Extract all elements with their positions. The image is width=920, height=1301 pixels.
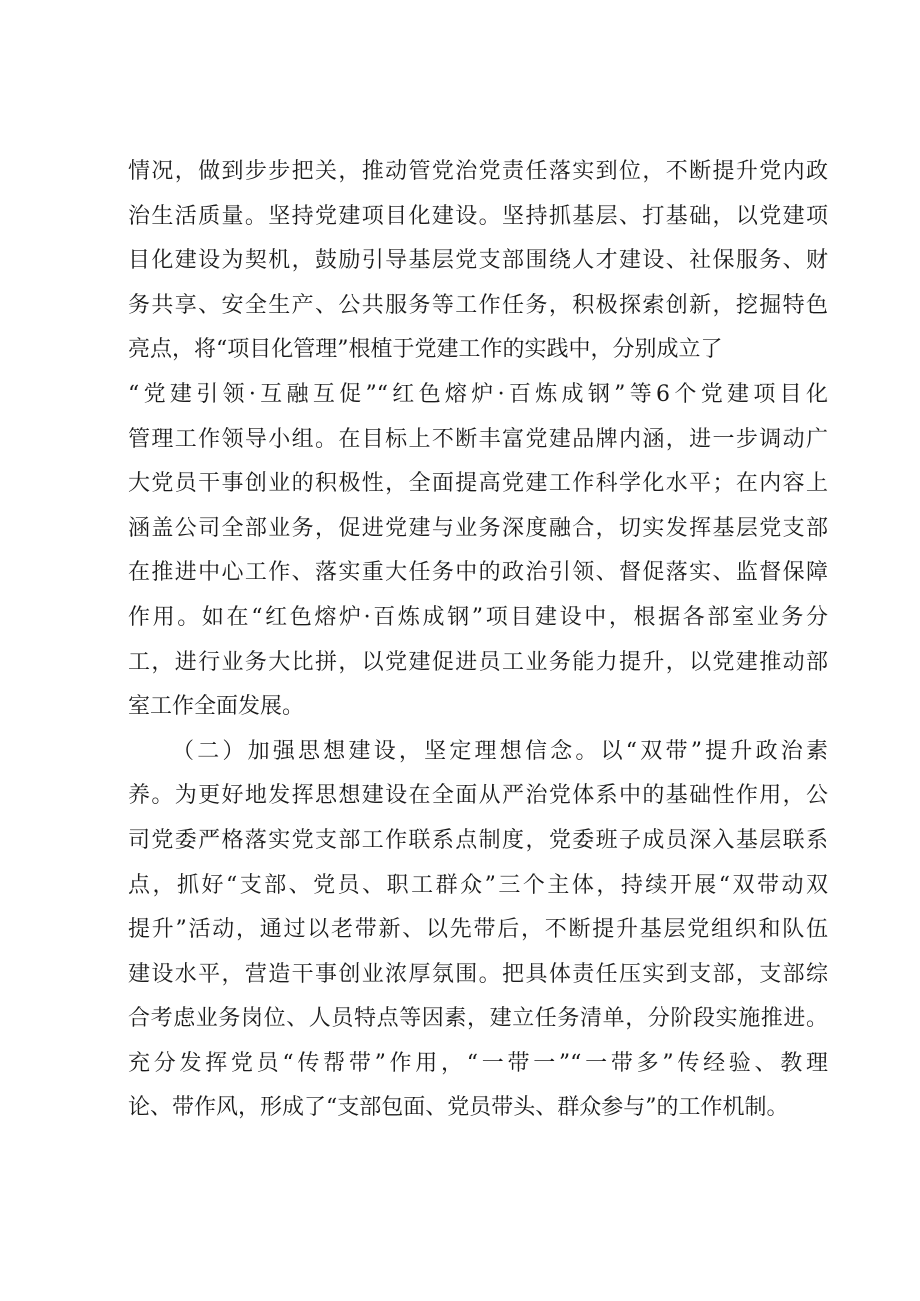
text-line: 养。为更好地发挥思想建设在全面从严治党体系中的基础性作用，公 xyxy=(128,783,828,809)
paragraph-1 xyxy=(128,150,828,730)
text-line: 建设水平，营造干事创业浓厚氛围。把具体责任压实到支部，支部综 xyxy=(128,961,828,987)
text-line: （二）加强思想建设，坚定理想信念。以“双带”提升政治素 xyxy=(172,738,828,764)
text-line: 在推进中心工作、落实重大任务中的政治引领、督促落实、监督保障 xyxy=(128,560,828,586)
text-line: 合考虑业务岗位、人员特点等因素，建立任务清单，分阶段实施推进。 xyxy=(128,1006,828,1032)
text-line: “党建引领·互融互促”“红色熔炉·百炼成钢”等6个党建项目化 xyxy=(128,381,828,407)
text-line: 务共享、安全生产、公共服务等工作任务，积极探索创新，挖掘特色 xyxy=(128,292,828,318)
text-line: 司党委严格落实党支部工作联系点制度，党委班子成员深入基层联系 xyxy=(128,827,828,853)
text-line: 亮点，将“项目化管理”根植于党建工作的实践中，分别成立了 xyxy=(128,337,723,363)
text-line: 治生活质量。坚持党建项目化建设。坚持抓基层、打基础，以党建项 xyxy=(128,203,828,229)
text-line: 点，抓好“支部、党员、职工群众”三个主体，持续开展“双带动双 xyxy=(128,872,828,898)
text-line: 充分发挥党员“传帮带”作用，“一带一”“一带多”传经验、教理 xyxy=(128,1050,828,1076)
text-line: 大党员干事创业的积极性，全面提高党建工作科学化水平；在内容上 xyxy=(128,471,828,497)
paragraph-2 xyxy=(128,730,828,1131)
text-line: 管理工作领导小组。在目标上不断丰富党建品牌内涵，进一步调动广 xyxy=(128,426,828,452)
text-line: 情况，做到步步把关，推动管党治党责任落实到位，不断提升党内政 xyxy=(128,159,828,184)
text-line: 室工作全面发展。 xyxy=(128,694,305,720)
text-line: 提升”活动，通过以老带新、以先带后，不断提升基层党组织和队伍 xyxy=(128,917,828,943)
text-line: 论、带作风，形成了“支部包面、党员带头、群众参与”的工作机制。 xyxy=(128,1095,789,1121)
document-body xyxy=(128,150,828,1131)
text-line: 涵盖公司全部业务，促进党建与业务深度融合，切实发挥基层党支部 xyxy=(128,515,828,541)
text-line: 作用。如在“红色熔炉·百炼成钢”项目建设中，根据各部室业务分 xyxy=(128,604,828,630)
text-line: 工，进行业务大比拼，以党建促进员工业务能力提升，以党建推动部 xyxy=(128,649,828,675)
text-line: 目化建设为契机，鼓励引导基层党支部围绕人才建设、社保服务、财 xyxy=(128,248,828,274)
